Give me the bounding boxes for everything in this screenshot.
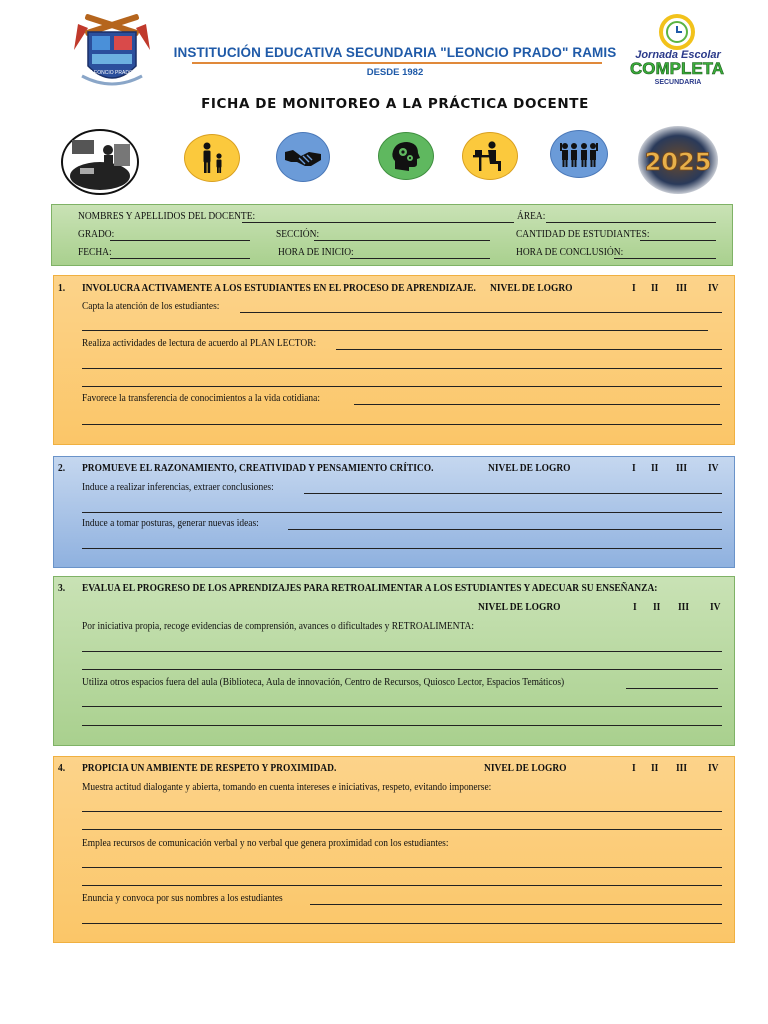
- answer-line[interactable]: [82, 368, 722, 369]
- field-seccion[interactable]: [314, 240, 490, 241]
- section-2-item-2: Induce a tomar posturas, generar nuevas ideas:: [82, 517, 259, 529]
- answer-line[interactable]: [82, 725, 722, 726]
- crest-text: LEONCIO PRADO: [91, 70, 133, 76]
- section-3-item-2: Utiliza otros espacios fuera del aula (Biblioteca, Aula de innovación, Centro de Recursos, Quiosco Lector, Espacios Temáticos): [82, 676, 565, 688]
- label-area: ÁREA:: [517, 210, 546, 222]
- answer-line[interactable]: [626, 688, 718, 689]
- section-2-title: PROMUEVE EL RAZONAMIENTO, CREATIVIDAD Y PENSAMIENTO CRÍTICO.: [82, 462, 434, 474]
- year-2025-badge: [636, 124, 720, 196]
- section-4-level-i[interactable]: I: [632, 762, 636, 774]
- parent-child-icon: [184, 134, 240, 182]
- label-seccion: SECCIÓN:: [276, 228, 320, 240]
- section-2-nivel-logro: NIVEL DE LOGRO: [488, 462, 571, 474]
- answer-line[interactable]: [82, 706, 722, 707]
- section-2-level-iii[interactable]: III: [676, 462, 688, 474]
- answer-line[interactable]: [240, 312, 722, 313]
- section-1-level-iii[interactable]: III: [676, 282, 688, 294]
- school-crest-logo: [66, 10, 158, 90]
- answer-line[interactable]: [82, 829, 722, 830]
- answer-line[interactable]: [82, 330, 708, 331]
- section-4-level-iii[interactable]: III: [676, 762, 688, 774]
- label-cantidad: CANTIDAD DE ESTUDIANTES:: [516, 228, 650, 240]
- badge-year: 2025: [644, 148, 712, 176]
- answer-line[interactable]: [82, 885, 722, 886]
- answer-line[interactable]: [82, 811, 722, 812]
- section-2-number: 2.: [58, 462, 66, 474]
- section-3-title: EVALUA EL PROGRESO DE LOS APRENDIZAJES PARA RETROALIMENTAR A LOS ESTUDIANTES Y ADECUAR SU ENSEÑANZA:: [82, 582, 658, 594]
- desk-student-icon: [462, 132, 518, 180]
- label-grado: GRADO:: [78, 228, 115, 240]
- answer-line[interactable]: [310, 904, 722, 905]
- field-area[interactable]: [546, 222, 716, 223]
- answer-line[interactable]: [82, 386, 722, 387]
- answer-line[interactable]: [82, 548, 722, 549]
- section-3-number: 3.: [58, 582, 66, 594]
- field-hora-inicio[interactable]: [350, 258, 490, 259]
- answer-line[interactable]: [82, 512, 722, 513]
- answer-line[interactable]: [336, 349, 722, 350]
- section-3-nivel-logro: NIVEL DE LOGRO: [478, 601, 561, 613]
- field-cantidad[interactable]: [640, 240, 716, 241]
- section-4-number: 4.: [58, 762, 66, 774]
- field-fecha[interactable]: [110, 258, 250, 259]
- answer-line[interactable]: [304, 493, 722, 494]
- section-1-level-iv[interactable]: IV: [708, 282, 719, 294]
- section-1-item-3: Favorece la transferencia de conocimientos a la vida cotidiana:: [82, 392, 320, 404]
- section-1-number: 1.: [58, 282, 66, 294]
- section-4-item-1: Muestra actitud dialogante y abierta, tomando en cuenta intereses e iniciativas, respeto, evitando imponerse:: [82, 781, 492, 793]
- handshake-icon: [276, 132, 330, 182]
- section-4-item-2: Emplea recursos de comunicación verbal y no verbal que genera proximidad con los estudiantes:: [82, 837, 449, 849]
- field-hora-conclusion[interactable]: [614, 258, 716, 259]
- answer-line[interactable]: [82, 651, 722, 652]
- answer-line[interactable]: [288, 529, 722, 530]
- jornada-escolar-completa-logo: [622, 8, 732, 88]
- institution-underline: [192, 62, 602, 64]
- group-people-icon: [550, 130, 608, 178]
- institution-since: DESDE 1982: [366, 67, 424, 78]
- section-1-item-1: Capta la atención de los estudiantes:: [82, 300, 220, 312]
- section-2-item-1: Induce a realizar inferencias, extraer conclusiones:: [82, 481, 274, 493]
- section-1-item-2: Realiza actividades de lectura de acuerdo al PLAN LECTOR:: [82, 337, 317, 349]
- section-3-level-iii[interactable]: III: [678, 601, 690, 613]
- section-1-level-ii[interactable]: II: [651, 282, 659, 294]
- field-nombres[interactable]: [242, 222, 514, 223]
- section-1-title: INVOLUCRA ACTIVAMENTE A LOS ESTUDIANTES EN EL PROCESO DE APRENDIZAJE.: [82, 282, 476, 294]
- answer-line[interactable]: [82, 867, 722, 868]
- classroom-illustration: [60, 124, 140, 196]
- label-hora-inicio: HORA DE INICIO:: [278, 246, 354, 258]
- institution-name: INSTITUCIÓN EDUCATIVA SECUNDARIA "LEONCIO PRADO" RAMIS: [173, 45, 617, 60]
- section-4-title: PROPICIA UN AMBIENTE DE RESPETO Y PROXIMIDAD.: [82, 762, 337, 774]
- field-grado[interactable]: [110, 240, 250, 241]
- section-3-level-iv[interactable]: IV: [710, 601, 721, 613]
- section-4-level-iv[interactable]: IV: [708, 762, 719, 774]
- answer-line[interactable]: [82, 923, 722, 924]
- section-3-item-1: Por iniciativa propia, recoge evidencias de comprensión, avances o dificultades y RETROALIMENTA:: [82, 620, 474, 632]
- section-4-nivel-logro: NIVEL DE LOGRO: [484, 762, 567, 774]
- section-3-level-i[interactable]: I: [633, 601, 637, 613]
- label-hora-conclusion: HORA DE CONCLUSIÓN:: [516, 246, 624, 258]
- section-1-nivel-logro: NIVEL DE LOGRO: [490, 282, 573, 294]
- section-2-level-iv[interactable]: IV: [708, 462, 719, 474]
- form-title: FICHA DE MONITOREO A LA PRÁCTICA DOCENTE: [201, 96, 589, 112]
- section-4-item-3: Enuncia y convoca por sus nombres a los estudiantes: [82, 892, 283, 904]
- head-gears-icon: [378, 132, 434, 180]
- section-1-level-i[interactable]: I: [632, 282, 636, 294]
- section-2-level-i[interactable]: I: [632, 462, 636, 474]
- label-nombres: NOMBRES Y APELLIDOS DEL DOCENTE:: [78, 210, 256, 222]
- answer-line[interactable]: [354, 404, 720, 405]
- section-4-level-ii[interactable]: II: [651, 762, 659, 774]
- answer-line[interactable]: [82, 669, 722, 670]
- label-fecha: FECHA:: [78, 246, 112, 258]
- jec-line3: SECUNDARIA: [654, 79, 702, 86]
- jec-line1: Jornada Escolar: [635, 49, 721, 61]
- answer-line[interactable]: [82, 424, 722, 425]
- jec-line2: COMPLETA: [629, 59, 725, 78]
- section-3-level-ii[interactable]: II: [653, 601, 661, 613]
- section-2-level-ii[interactable]: II: [651, 462, 659, 474]
